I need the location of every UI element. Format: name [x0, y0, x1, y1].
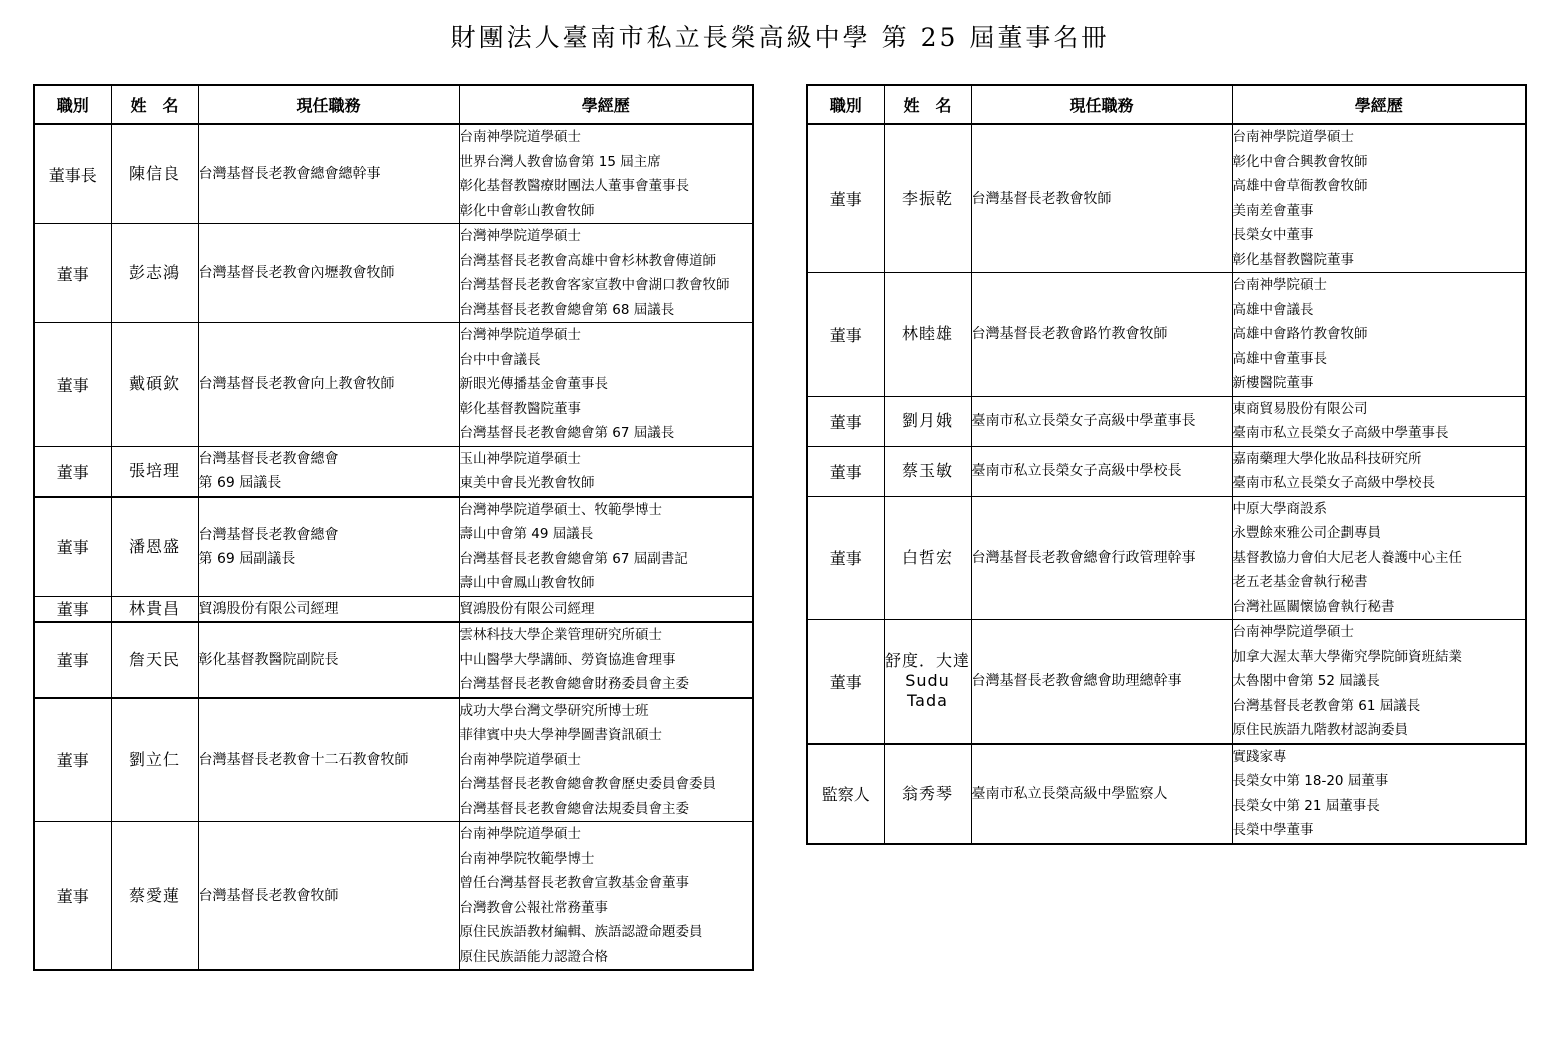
header-row: [34, 85, 753, 124]
position-cell: [971, 744, 1232, 844]
background-line: 台灣基督長老教會總會教會歷史委員會委員: [459, 776, 716, 792]
name-text: 舒度．大達: [884, 651, 970, 671]
background-line: 東美中會長光教會牧師: [459, 475, 595, 491]
position-line: 台灣基督長老教會牧師: [971, 190, 1112, 207]
background-line: 壽山中會第 49 屆議長: [459, 526, 594, 542]
position-cell: [198, 224, 459, 323]
name-text: 蔡玉敏: [901, 461, 953, 480]
background-cell: [459, 822, 753, 971]
role-cell: 董事: [34, 596, 111, 622]
background-line: 台灣神學院道學碩士、牧範學博士: [459, 501, 662, 518]
table-row: [807, 496, 1526, 620]
name-text: 戴碩欽: [128, 374, 180, 394]
background-line: 臺南市私立長榮女子高級中學董事長: [1232, 425, 1449, 441]
table-row: [34, 224, 753, 323]
table-row: [807, 396, 1526, 446]
background-cell: [459, 497, 753, 597]
name-text: 劉立仁: [128, 749, 180, 769]
position-cell: [198, 446, 459, 497]
background-line: 台南神學院道學碩士: [1232, 624, 1354, 640]
background-line: 長榮女中第 18-20 屆董事: [1232, 773, 1389, 789]
background-line: 太魯閣中會第 52 屆議長: [1232, 673, 1380, 689]
background-line: 新樓醫院董事: [1232, 375, 1314, 391]
header-background: 學經歷: [1232, 85, 1526, 124]
position-cell: [971, 620, 1232, 744]
table-row: [807, 744, 1526, 844]
name-text: Sudu Tada: [905, 671, 950, 711]
background-line: 台灣基督長老教會高雄中會杉林教會傳道師: [459, 252, 716, 269]
background-line: 永豐餘來雅公司企劃專員: [1232, 525, 1381, 541]
role-cell: 董事: [807, 124, 884, 273]
name-cell: [884, 396, 971, 446]
position-line: 台灣基督長老教會總會總幹事: [198, 166, 381, 182]
position-line: 貿鴻股份有限公司經理: [198, 600, 339, 617]
position-cell: [198, 822, 459, 971]
header-background: 學經歷: [459, 85, 753, 124]
name-cell: [884, 273, 971, 397]
background-line: 台灣教會公報社常務董事: [459, 899, 608, 916]
role-cell: 董事: [34, 446, 111, 497]
background-line: 彰化中會彰山教會牧師: [459, 202, 595, 219]
table-row: [34, 323, 753, 447]
name-text: 詹天民: [128, 649, 180, 669]
background-line: 台南神學院道學碩士: [459, 129, 581, 145]
header-role: 職別: [807, 85, 884, 124]
name-text: 劉月娥: [901, 411, 953, 430]
background-cell: [459, 446, 753, 497]
table-row: [34, 698, 753, 822]
role-cell: 監察人: [807, 744, 884, 844]
left-roster-table: [33, 84, 754, 971]
role-cell: 董事: [34, 698, 111, 822]
background-cell: [459, 124, 753, 224]
background-cell: [1232, 496, 1526, 620]
name-cell: [111, 323, 198, 447]
table-row: [807, 273, 1526, 397]
role-cell: 董事: [807, 273, 884, 397]
role-cell: 董事: [34, 622, 111, 698]
table-row: [807, 124, 1526, 273]
position-line: 台灣基督長老教會總會助理總幹事: [971, 673, 1182, 690]
background-cell: [1232, 124, 1526, 273]
background-cell: [1232, 446, 1526, 496]
table-row: [807, 620, 1526, 744]
background-cell: [1232, 273, 1526, 397]
background-line: 台南神學院道學碩士: [1232, 129, 1354, 145]
table-row: [34, 596, 753, 622]
background-line: 台南神學院道學碩士: [459, 751, 581, 768]
name-text: 李振乾: [901, 188, 953, 208]
background-cell: [459, 323, 753, 447]
role-cell: 董事: [807, 496, 884, 620]
background-line: 長榮中學董事: [1232, 822, 1314, 838]
name-cell: [111, 622, 198, 698]
background-line: 嘉南藥理大學化妝品科技研究所: [1232, 450, 1422, 467]
name-text: 陳信良: [128, 164, 180, 183]
background-line: 曾任台灣基督長老教會宣教基金會董事: [459, 875, 689, 891]
background-line: 中山醫學大學講師、勞資協進會理事: [459, 651, 676, 668]
background-line: 台灣神學院道學碩士: [459, 327, 581, 343]
role-cell: 董事: [34, 224, 111, 323]
background-line: 彰化基督教醫療財團法人董事會董事長: [459, 178, 689, 194]
name-cell: [111, 822, 198, 971]
name-cell: [884, 620, 971, 744]
position-line: 台灣基督長老教會十二石教會牧師: [198, 751, 409, 768]
position-line: 臺南市私立長榮女子高級中學董事長: [971, 413, 1196, 429]
position-cell: [971, 273, 1232, 397]
position-line: 第 69 屆副議長: [198, 550, 296, 567]
background-line: 台灣社區關懷協會執行秘書: [1232, 598, 1395, 615]
name-text: 潘恩盛: [128, 536, 180, 556]
table-row: [34, 822, 753, 971]
name-cell: [884, 744, 971, 844]
table-row: [807, 446, 1526, 496]
background-cell: [459, 224, 753, 323]
background-line: 加拿大渥太華大學衛究學院師資班結業: [1232, 648, 1462, 665]
background-line: 成功大學台灣文學研究所博士班: [459, 702, 649, 719]
background-line: 台南神學院道學碩士: [459, 826, 581, 842]
role-cell: 董事: [807, 446, 884, 496]
name-text: 張培理: [128, 461, 180, 480]
background-line: 原住民族語教材編輯、族語認證命題委員: [459, 924, 703, 940]
position-cell: [198, 596, 459, 622]
background-line: 台灣基督長老教會總會法規委員會主委: [459, 800, 689, 817]
background-cell: [459, 698, 753, 822]
background-line: 雲林科技大學企業管理研究所碩士: [459, 627, 662, 643]
name-text: 蔡愛蓮: [128, 885, 180, 905]
background-line: 中原大學商設系: [1232, 500, 1327, 517]
position-line: 第 69 屆議長: [198, 475, 282, 491]
header-name: 姓 名: [884, 85, 971, 124]
background-line: 台中中會議長: [459, 351, 541, 368]
position-cell: [198, 323, 459, 447]
background-line: 菲律賓中央大學神學圖書資訊碩士: [459, 727, 662, 743]
background-line: 台灣基督長老教會總會第 67 屆副書記: [459, 550, 688, 567]
background-line: 台灣基督長老教會總會第 67 屆議長: [459, 425, 675, 441]
background-line: 長榮女中董事: [1232, 227, 1314, 243]
position-cell: [971, 124, 1232, 273]
header-position: 現任職務: [971, 85, 1232, 124]
name-cell: [111, 698, 198, 822]
name-text: 翁秀琴: [901, 783, 953, 803]
position-line: 臺南市私立長榮高級中學監察人: [971, 785, 1168, 802]
background-line: 高雄中會董事長: [1232, 350, 1327, 367]
position-line: 臺南市私立長榮女子高級中學校長: [971, 463, 1182, 479]
background-line: 原住民族語能力認證合格: [459, 948, 608, 965]
role-cell: 董事: [807, 396, 884, 446]
position-cell: [198, 622, 459, 698]
background-line: 基督教協力會伯大尼老人養護中心主任: [1232, 549, 1462, 566]
name-cell: [111, 124, 198, 224]
name-cell: [884, 496, 971, 620]
page-title: 財團法人臺南市私立長榮高級中學 第 25 屆董事名冊: [450, 23, 1110, 52]
background-line: 台南神學院碩士: [1232, 277, 1327, 293]
background-line: 貿鴻股份有限公司經理: [459, 600, 595, 617]
background-line: 實踐家專: [1232, 748, 1287, 765]
background-cell: [459, 596, 753, 622]
background-line: 彰化基督教醫院董事: [459, 400, 581, 417]
position-cell: [971, 496, 1232, 620]
background-line: 玉山神學院道學碩士: [459, 450, 581, 467]
background-cell: [1232, 620, 1526, 744]
background-line: 新眼光傳播基金會董事長: [459, 376, 608, 392]
name-text: 白哲宏: [901, 547, 953, 567]
right-roster-table: [806, 84, 1527, 845]
position-line: 台灣基督長老教會內壢教會牧師: [198, 265, 395, 281]
header-position: 現任職務: [198, 85, 459, 124]
background-line: 原住民族語九階教材認詢委員: [1232, 722, 1408, 738]
background-line: 長榮女中第 21 屆董事長: [1232, 797, 1380, 814]
name-cell: [884, 446, 971, 496]
position-line: 台灣基督長老教會牧師: [198, 887, 339, 904]
background-line: 美南差會董事: [1232, 202, 1314, 219]
background-line: 老五老基金會執行秘書: [1232, 574, 1368, 590]
background-line: 高雄中會路竹教會牧師: [1232, 326, 1368, 342]
name-text: 彭志鴻: [128, 263, 180, 282]
name-cell: [111, 224, 198, 323]
table-row: [34, 622, 753, 698]
background-cell: [1232, 744, 1526, 844]
header-name: 姓 名: [111, 85, 198, 124]
position-line: 彰化基督教醫院副院長: [198, 651, 339, 668]
background-line: 高雄中會草衙教會牧師: [1232, 178, 1368, 194]
position-cell: [198, 124, 459, 224]
header-role: 職別: [34, 85, 111, 124]
table-row: [34, 124, 753, 224]
table-row: [34, 446, 753, 497]
background-line: 台灣基督長老教會第 61 屆議長: [1232, 697, 1421, 714]
role-cell: 董事: [34, 822, 111, 971]
role-cell: 董事: [34, 497, 111, 597]
background-line: 台灣基督長老教會客家宣教中會湖口教會牧師: [459, 277, 730, 293]
background-line: 彰化中會合興教會牧師: [1232, 153, 1368, 170]
table-row: [34, 497, 753, 597]
background-cell: [459, 622, 753, 698]
position-cell: [971, 396, 1232, 446]
background-line: 台灣基督長老教會總會財務委員會主委: [459, 676, 689, 692]
background-line: 高雄中會議長: [1232, 301, 1314, 318]
background-cell: [1232, 396, 1526, 446]
role-cell: 董事長: [34, 124, 111, 224]
background-line: 彰化基督教醫院董事: [1232, 251, 1354, 268]
background-line: 台灣基督長老教會總會第 68 屆議長: [459, 301, 675, 318]
position-line: 台灣基督長老教會路竹教會牧師: [971, 326, 1168, 343]
background-line: 東商貿易股份有限公司: [1232, 400, 1368, 417]
position-line: 台灣基督長老教會向上教會牧師: [198, 376, 395, 393]
position-cell: [198, 698, 459, 822]
background-line: 台灣神學院道學碩士: [459, 228, 581, 244]
name-cell: [884, 124, 971, 273]
position-cell: [198, 497, 459, 597]
background-line: 臺南市私立長榮女子高級中學校長: [1232, 475, 1435, 491]
header-row: [807, 85, 1526, 124]
name-text: 林睦雄: [901, 324, 953, 344]
background-line: 壽山中會鳳山教會牧師: [459, 575, 595, 591]
name-text: 林貴昌: [128, 598, 180, 618]
position-line: 台灣基督長老教會總會: [198, 526, 339, 543]
position-line: 台灣基督長老教會總會行政管理幹事: [971, 549, 1196, 566]
background-line: 世界台灣人教會協會第 15 屆主席: [459, 153, 661, 170]
name-cell: [111, 497, 198, 597]
name-cell: [111, 596, 198, 622]
position-cell: [971, 446, 1232, 496]
position-line: 台灣基督長老教會總會: [198, 451, 339, 467]
role-cell: 董事: [807, 620, 884, 744]
name-cell: [111, 446, 198, 497]
background-line: 台南神學院牧範學博士: [459, 850, 595, 867]
role-cell: 董事: [34, 323, 111, 447]
